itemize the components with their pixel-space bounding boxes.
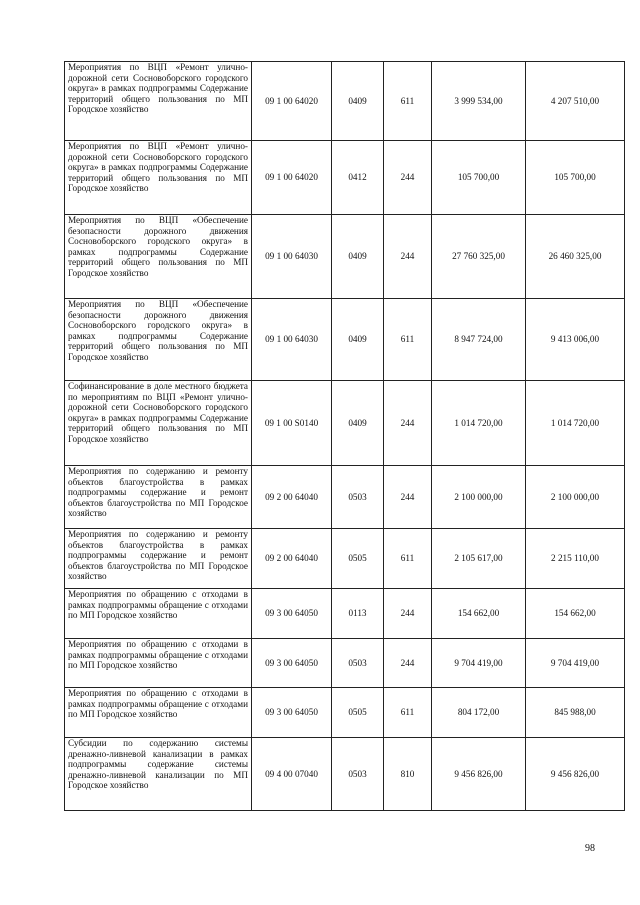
row-amount-year-2: 845 988,00 (526, 688, 625, 738)
row-name: Мероприятия по ВЦП «Обеспечение безопасности дорожного движения Сосновоборского городского округа» в рамках подпрограммы Содержание территорий общего пользования по МП Городское хозяйство (65, 215, 252, 299)
row-section-code: 0503 (332, 738, 384, 811)
row-section-code: 0409 (332, 299, 384, 381)
table-row (65, 688, 625, 738)
row-expense-type: 611 (384, 62, 432, 141)
row-expense-type: 244 (384, 589, 432, 639)
row-target-code: 09 4 00 07040 (252, 738, 332, 811)
row-name: Субсидии по содержанию системы дренажно-ливневой канализации в рамках подпрограммы содержание системы дренажно-ливневой канализации по МП Городское хозяйство (65, 738, 252, 811)
row-name: Мероприятия по ВЦП «Ремонт улично-дорожной сети Сосновоборского городского округа» в рамках подпрограммы Содержание территорий общего пользования по МП Городское хозяйство (65, 62, 252, 141)
row-amount-year-2: 9 413 006,00 (526, 299, 625, 381)
row-name: Мероприятия по ВЦП «Ремонт улично-дорожной сети Сосновоборского городского округа» в рамках подпрограммы Содержание территорий общего пользования по МП Городское хозяйство (65, 141, 252, 215)
row-section-code: 0409 (332, 381, 384, 466)
row-amount-year-1: 154 662,00 (432, 589, 526, 639)
row-target-code: 09 1 00 64020 (252, 141, 332, 215)
row-section-code: 0503 (332, 466, 384, 529)
table-row (65, 589, 625, 639)
row-target-code: 09 1 00 64030 (252, 299, 332, 381)
row-name: Мероприятия по содержанию и ремонту объектов благоустройства в рамках подпрограммы содержание и ремонт объектов благоустройства по МП Городское хозяйство (65, 466, 252, 529)
row-amount-year-2: 9 704 419,00 (526, 639, 625, 688)
row-section-code: 0409 (332, 215, 384, 299)
table-row (65, 381, 625, 466)
row-name: Софинансирование в доле местного бюджета по мероприятиям по ВЦП «Ремонт улично-дорожной сети Сосновоборского городского округа» в рамках подпрограммы Содержание территорий общего пользования по МП Городское хозяйство (65, 381, 252, 466)
row-amount-year-2: 9 456 826,00 (526, 738, 625, 811)
row-amount-year-1: 8 947 724,00 (432, 299, 526, 381)
row-amount-year-2: 26 460 325,00 (526, 215, 625, 299)
row-expense-type: 611 (384, 529, 432, 589)
table-row (65, 215, 625, 299)
table-row (65, 299, 625, 381)
table-row (65, 529, 625, 589)
row-section-code: 0505 (332, 529, 384, 589)
row-amount-year-1: 804 172,00 (432, 688, 526, 738)
row-target-code: 09 1 00 64020 (252, 62, 332, 141)
table-row (65, 62, 625, 141)
row-section-code: 0409 (332, 62, 384, 141)
row-section-code: 0412 (332, 141, 384, 215)
table-row (65, 639, 625, 688)
row-amount-year-1: 3 999 534,00 (432, 62, 526, 141)
row-amount-year-1: 9 704 419,00 (432, 639, 526, 688)
row-expense-type: 244 (384, 215, 432, 299)
row-expense-type: 611 (384, 299, 432, 381)
row-name: Мероприятия по обращению с отходами в рамках подпрограммы обращение с отходами по МП Городское хозяйство (65, 688, 252, 738)
row-expense-type: 611 (384, 688, 432, 738)
page-number: 98 (585, 843, 595, 854)
row-amount-year-1: 27 760 325,00 (432, 215, 526, 299)
row-amount-year-2: 4 207 510,00 (526, 62, 625, 141)
row-amount-year-2: 2 100 000,00 (526, 466, 625, 529)
row-amount-year-1: 2 100 000,00 (432, 466, 526, 529)
row-target-code: 09 3 00 64050 (252, 589, 332, 639)
budget-table-body (65, 62, 625, 811)
row-section-code: 0503 (332, 639, 384, 688)
row-expense-type: 244 (384, 381, 432, 466)
row-expense-type: 244 (384, 141, 432, 215)
row-target-code: 09 2 00 64040 (252, 529, 332, 589)
row-section-code: 0505 (332, 688, 384, 738)
row-target-code: 09 2 00 64040 (252, 466, 332, 529)
row-name: Мероприятия по содержанию и ремонту объектов благоустройства в рамках подпрограммы содержание и ремонт объектов благоустройства по МП Городское хозяйство (65, 529, 252, 589)
row-amount-year-1: 1 014 720,00 (432, 381, 526, 466)
row-amount-year-2: 154 662,00 (526, 589, 625, 639)
row-expense-type: 244 (384, 639, 432, 688)
row-amount-year-1: 2 105 617,00 (432, 529, 526, 589)
row-target-code: 09 3 00 64050 (252, 688, 332, 738)
row-name: Мероприятия по ВЦП «Обеспечение безопасности дорожного движения Сосновоборского городского округа» в рамках подпрограммы Содержание территорий общего пользования по МП Городское хозяйство (65, 299, 252, 381)
table-row (65, 141, 625, 215)
row-name: Мероприятия по обращению с отходами в рамках подпрограммы обращение с отходами по МП Городское хозяйство (65, 639, 252, 688)
table-row (65, 738, 625, 811)
row-amount-year-1: 9 456 826,00 (432, 738, 526, 811)
table-row (65, 466, 625, 529)
row-amount-year-2: 105 700,00 (526, 141, 625, 215)
row-expense-type: 810 (384, 738, 432, 811)
budget-table (64, 61, 625, 811)
row-target-code: 09 1 00 64030 (252, 215, 332, 299)
row-target-code: 09 1 00 S0140 (252, 381, 332, 466)
row-amount-year-2: 2 215 110,00 (526, 529, 625, 589)
row-expense-type: 244 (384, 466, 432, 529)
row-name: Мероприятия по обращению с отходами в рамках подпрограммы обращение с отходами по МП Городское хозяйство (65, 589, 252, 639)
row-amount-year-2: 1 014 720,00 (526, 381, 625, 466)
row-section-code: 0113 (332, 589, 384, 639)
row-amount-year-1: 105 700,00 (432, 141, 526, 215)
row-target-code: 09 3 00 64050 (252, 639, 332, 688)
